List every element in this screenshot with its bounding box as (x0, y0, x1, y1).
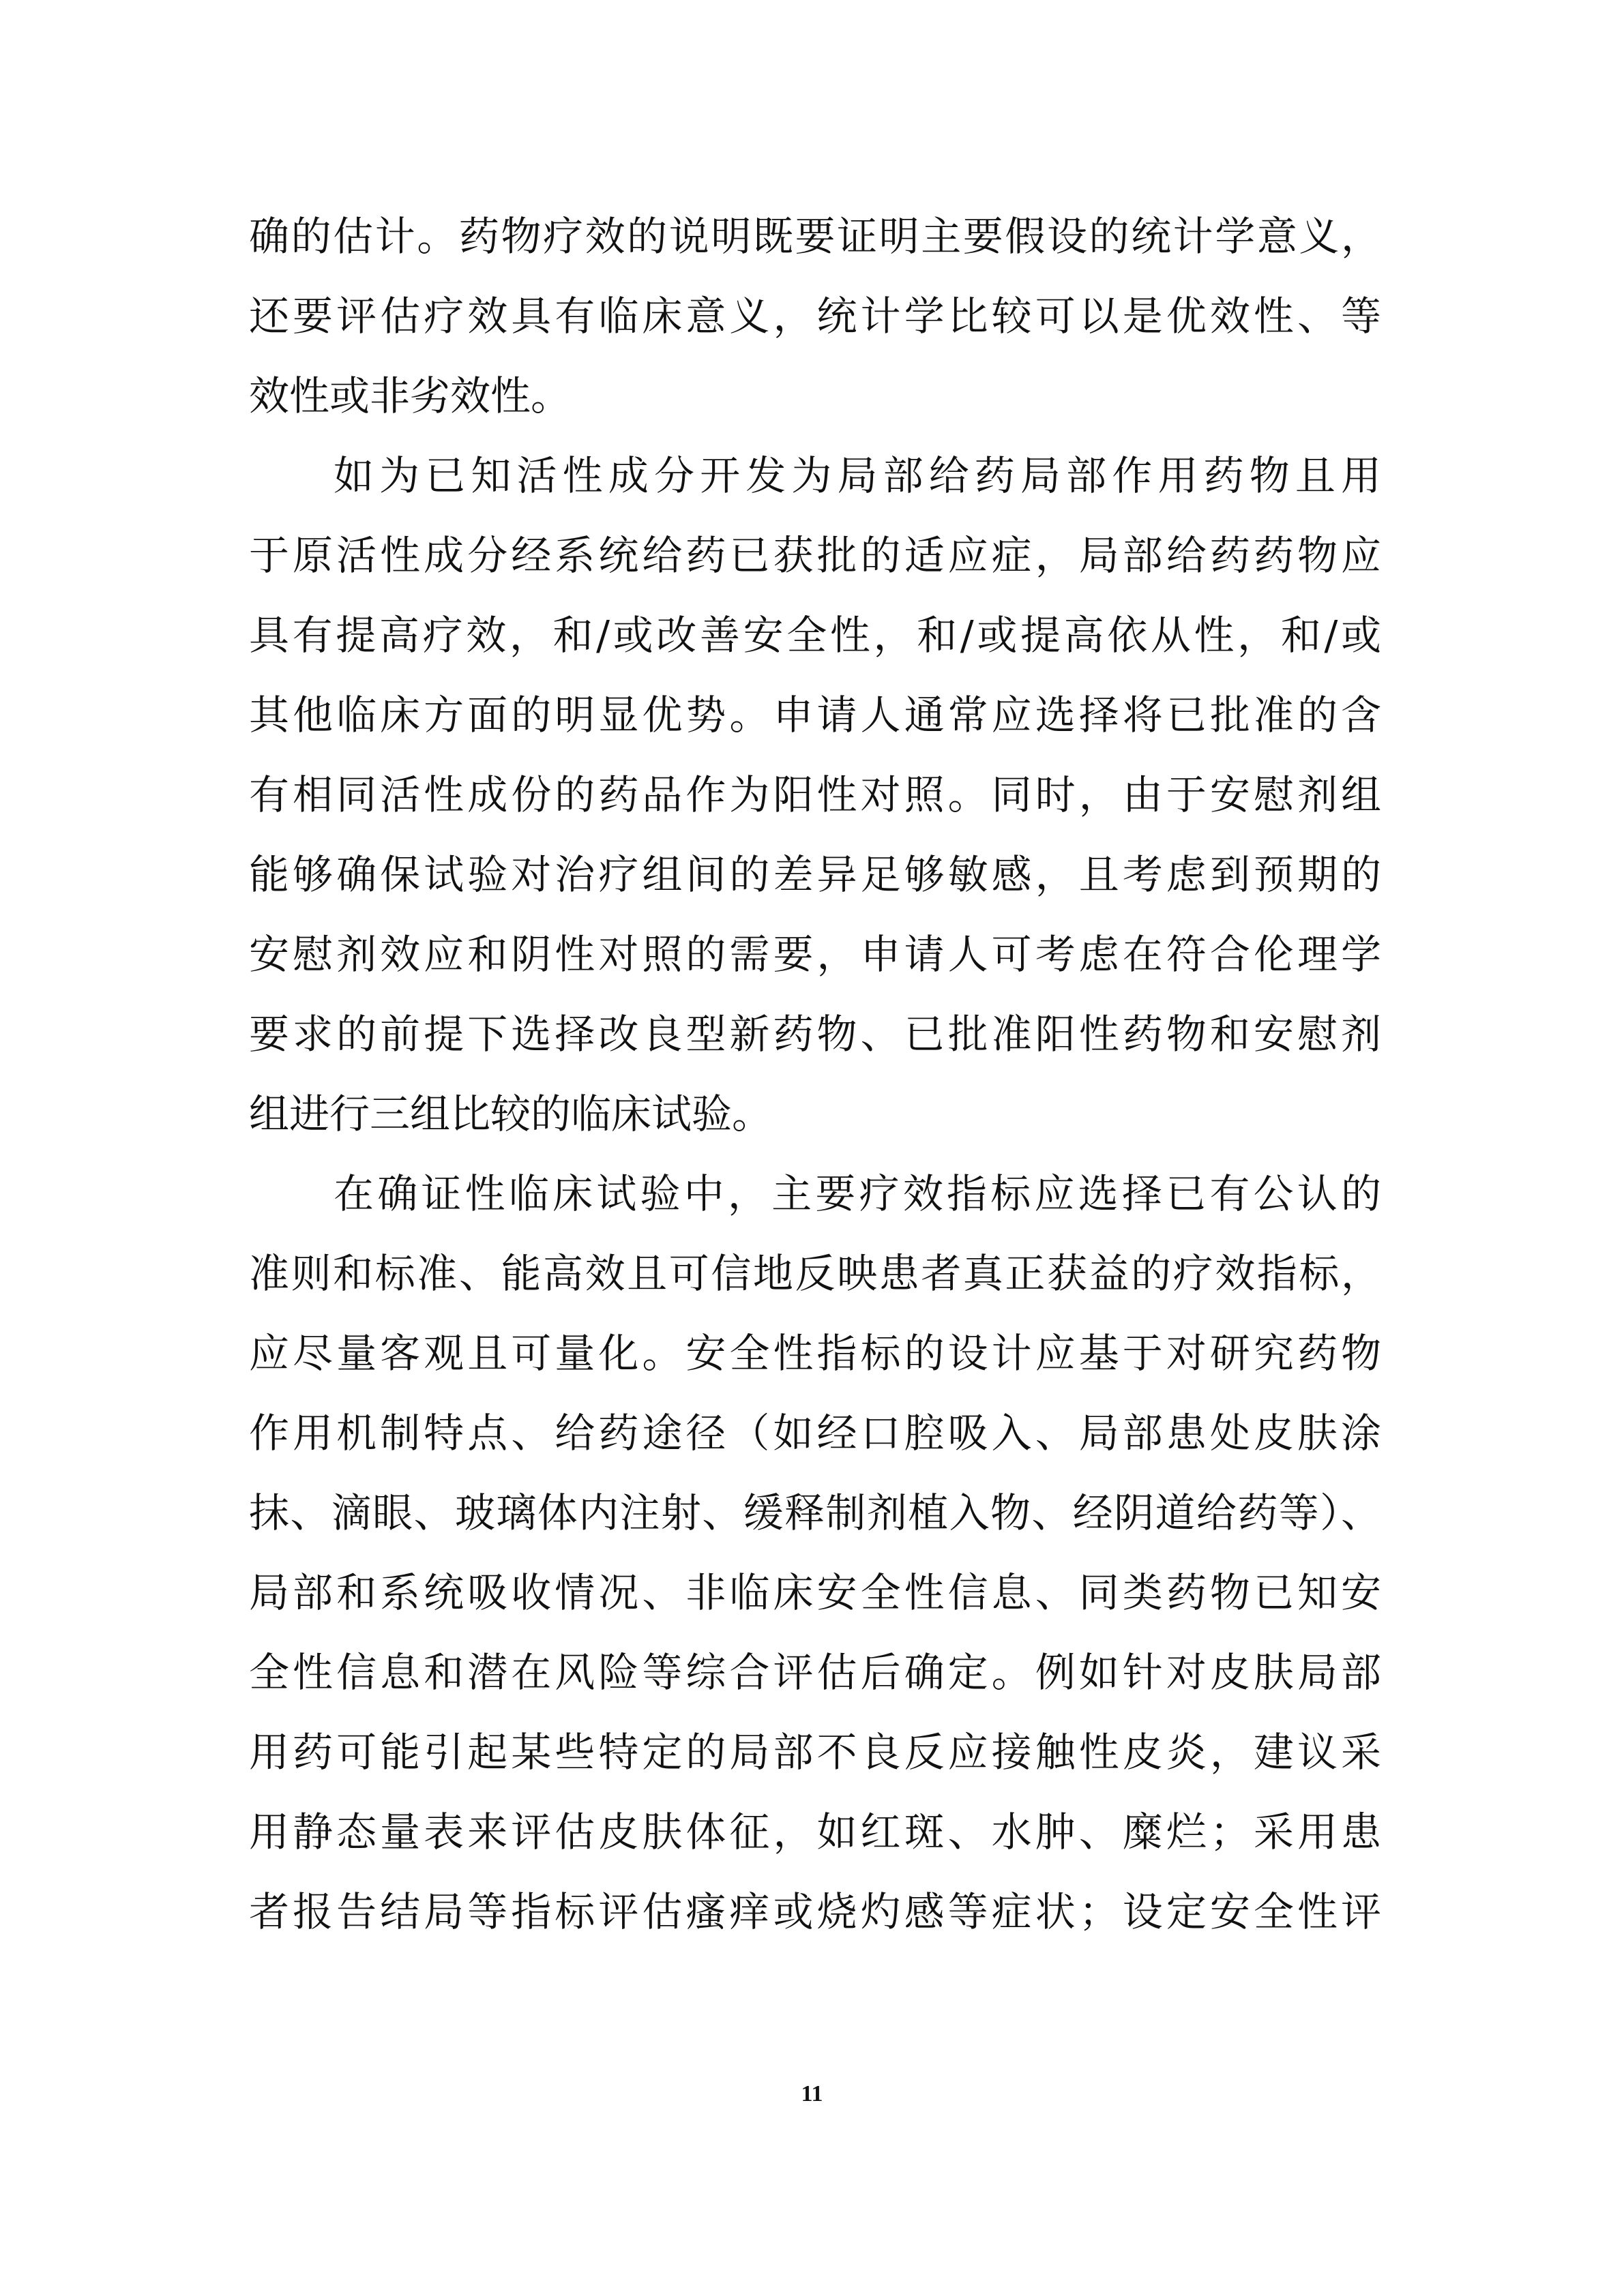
text-line: 还要评估疗效具有临床意义，统计学比较可以是优效性、等 (249, 293, 1381, 340)
text-line: 能够确保试验对治疗组间的差异足够敏感，且考虑到预期的 (249, 851, 1381, 898)
text-line: 用药可能引起某些特定的局部不良反应接触性皮炎，建议采 (249, 1729, 1381, 1776)
text-line: 在确证性临床试验中，主要疗效指标应选择已有公认的 (334, 1170, 1381, 1217)
text-line: 组进行三组比较的临床试验。 (249, 1090, 773, 1137)
text-line: 确的估计。药物疗效的说明既要证明主要假设的统计学意义， (249, 213, 1381, 260)
text-line: 用静态量表来评估皮肤体征，如红斑、水肿、糜烂；采用患 (249, 1808, 1381, 1855)
text-line: 要求的前提下选择改良型新药物、已批准阳性药物和安慰剂 (249, 1011, 1381, 1058)
text-line: 效性或非劣效性。 (249, 372, 572, 419)
text-line: 于原活性成分经系统给药已获批的适应症，局部给药药物应 (249, 532, 1381, 579)
text-line: 全性信息和潜在风险等综合评估后确定。例如针对皮肤局部 (249, 1649, 1381, 1696)
text-line: 有相同活性成份的药品作为阳性对照。同时，由于安慰剂组 (249, 771, 1381, 818)
text-line: 其他临床方面的明显优势。申请人通常应选择将已批准的含 (249, 691, 1381, 739)
body-text (249, 196, 1381, 1952)
page-number: 11 (801, 2081, 823, 2106)
text-line: 如为已知活性成分开发为局部给药局部作用药物且用 (334, 452, 1381, 499)
text-line: 抹、滴眼、玻璃体内注射、缓释制剂植入物、经阴道给药等）、 (249, 1489, 1381, 1536)
text-line: 者报告结局等指标评估瘙痒或烧灼感等症状；设定安全性评 (249, 1888, 1381, 1935)
text-line: 准则和标准、能高效且可信地反映患者真正获益的疗效指标， (249, 1250, 1381, 1297)
text-line: 具有提高疗效，和/或改善安全性，和/或提高依从性，和/或 (249, 612, 1381, 659)
text-line: 安慰剂效应和阴性对照的需要，申请人可考虑在符合伦理学 (249, 931, 1381, 978)
text-line: 局部和系统吸收情况、非临床安全性信息、同类药物已知安 (249, 1569, 1381, 1616)
text-line: 应尽量客观且可量化。安全性指标的设计应基于对研究药物 (249, 1330, 1381, 1377)
text-line: 作用机制特点、给药途径（如经口腔吸入、局部患处皮肤涂 (249, 1410, 1381, 1457)
